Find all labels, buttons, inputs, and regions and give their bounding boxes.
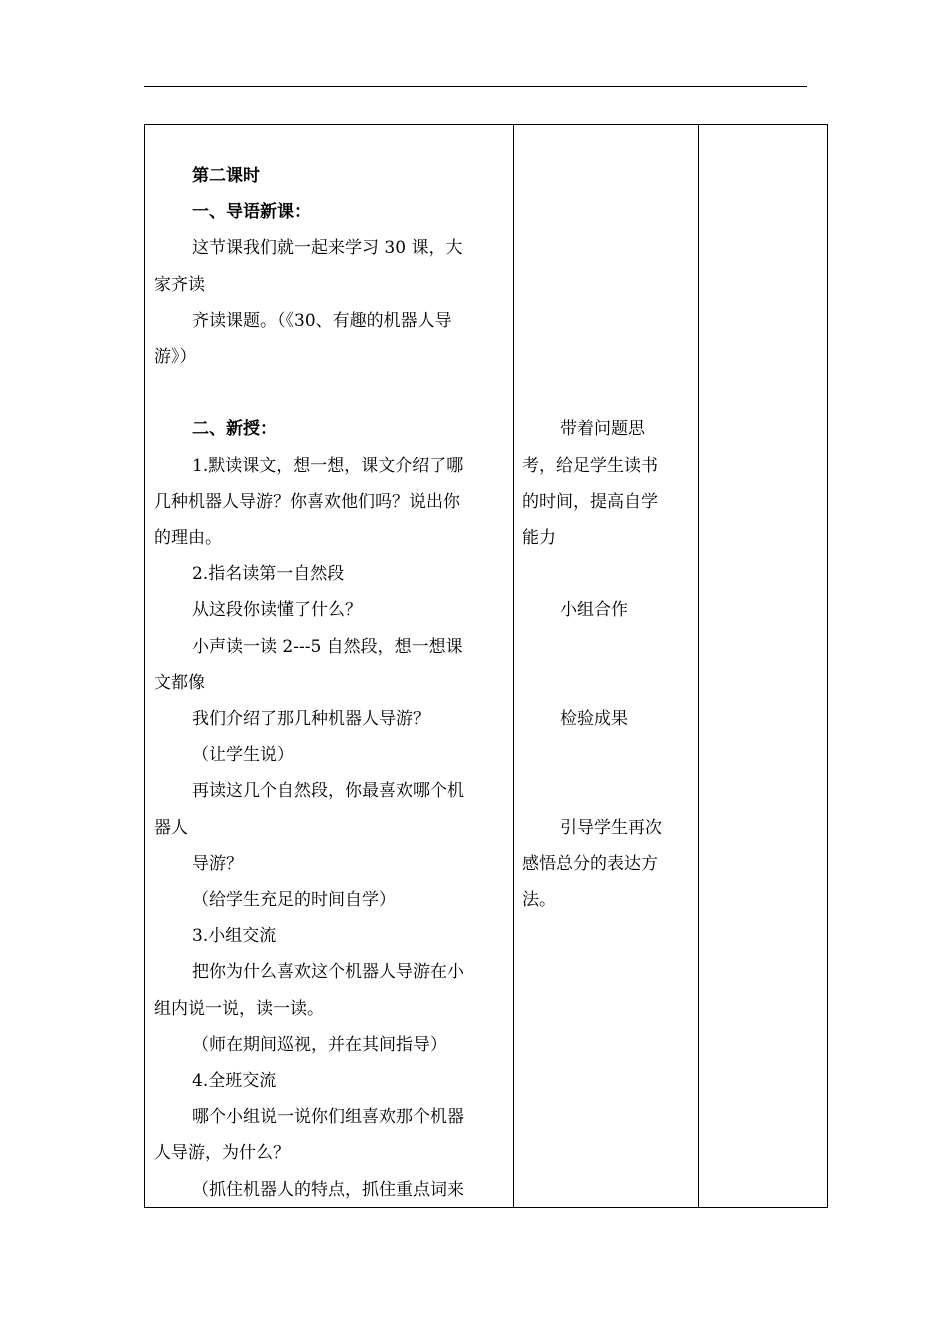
design-note-line: 的时间，提高自学	[522, 492, 658, 512]
design-note-line: 感悟总分的表达方	[522, 854, 658, 874]
lesson-text-line: 再读这几个自然段，你最喜欢哪个机	[192, 781, 464, 801]
lesson-text-line: 这节课我们就一起来学习 30 课，大	[192, 238, 463, 258]
lesson-text-line: （给学生充足的时间自学）	[192, 890, 396, 910]
design-note-line: 小组合作	[560, 600, 628, 620]
lesson-text-line: 齐读课题。（《30、有趣的机器人导	[192, 311, 452, 331]
lesson-text-line: 4.全班交流	[192, 1071, 277, 1091]
lesson-table	[144, 124, 828, 1208]
lesson-text-line: 第二课时	[192, 166, 260, 186]
column-divider	[698, 125, 699, 1207]
lesson-text-line: 的理由。	[154, 528, 222, 548]
lesson-text-line: （师在期间巡视，并在其间指导）	[192, 1035, 447, 1055]
lesson-text-line: 小声读一读 2---5 自然段，想一想课	[192, 637, 463, 657]
lesson-text-line: （抓住机器人的特点，抓住重点词来	[192, 1180, 464, 1200]
design-note-line: 考，给足学生读书	[522, 456, 658, 476]
lesson-text-line: 游》）	[154, 347, 197, 367]
lesson-text-line: 几种机器人导游？你喜欢他们吗？说出你	[154, 492, 460, 512]
lesson-text-line: 导游？	[192, 854, 243, 874]
column-divider	[513, 125, 514, 1207]
lesson-text-line: 一、导语新课：	[192, 202, 311, 222]
lesson-text-line: 组内说一说，读一读。	[154, 999, 324, 1019]
lesson-text-line: （让学生说）	[192, 745, 294, 765]
design-note-line: 引导学生再次	[560, 818, 662, 838]
lesson-text-line: 从这段你读懂了什么？	[192, 600, 362, 620]
design-note-line: 能力	[522, 528, 556, 548]
lesson-text-line: 2.指名读第一自然段	[192, 564, 345, 584]
lesson-text-line: 1.默读课文，想一想，课文介绍了哪	[192, 456, 464, 476]
lesson-text-line: 我们介绍了那几种机器人导游？	[192, 709, 430, 729]
lesson-text-line: 文都像	[154, 673, 205, 693]
lesson-text-line: 把你为什么喜欢这个机器人导游在小	[192, 962, 464, 982]
lesson-text-line: 人导游，为什么？	[154, 1143, 290, 1163]
lesson-text-line: 3.小组交流	[192, 926, 277, 946]
design-note-line: 检验成果	[560, 709, 628, 729]
design-note-line: 带着问题思	[560, 419, 645, 439]
design-note-line: 法。	[522, 890, 556, 910]
lesson-text-line: 器人	[154, 818, 188, 838]
header-rule	[144, 86, 807, 87]
lesson-text-line: 二、新授：	[192, 419, 277, 439]
lesson-text-line: 哪个小组说一说你们组喜欢那个机器	[192, 1107, 464, 1127]
lesson-text-line: 家齐读	[154, 275, 205, 295]
